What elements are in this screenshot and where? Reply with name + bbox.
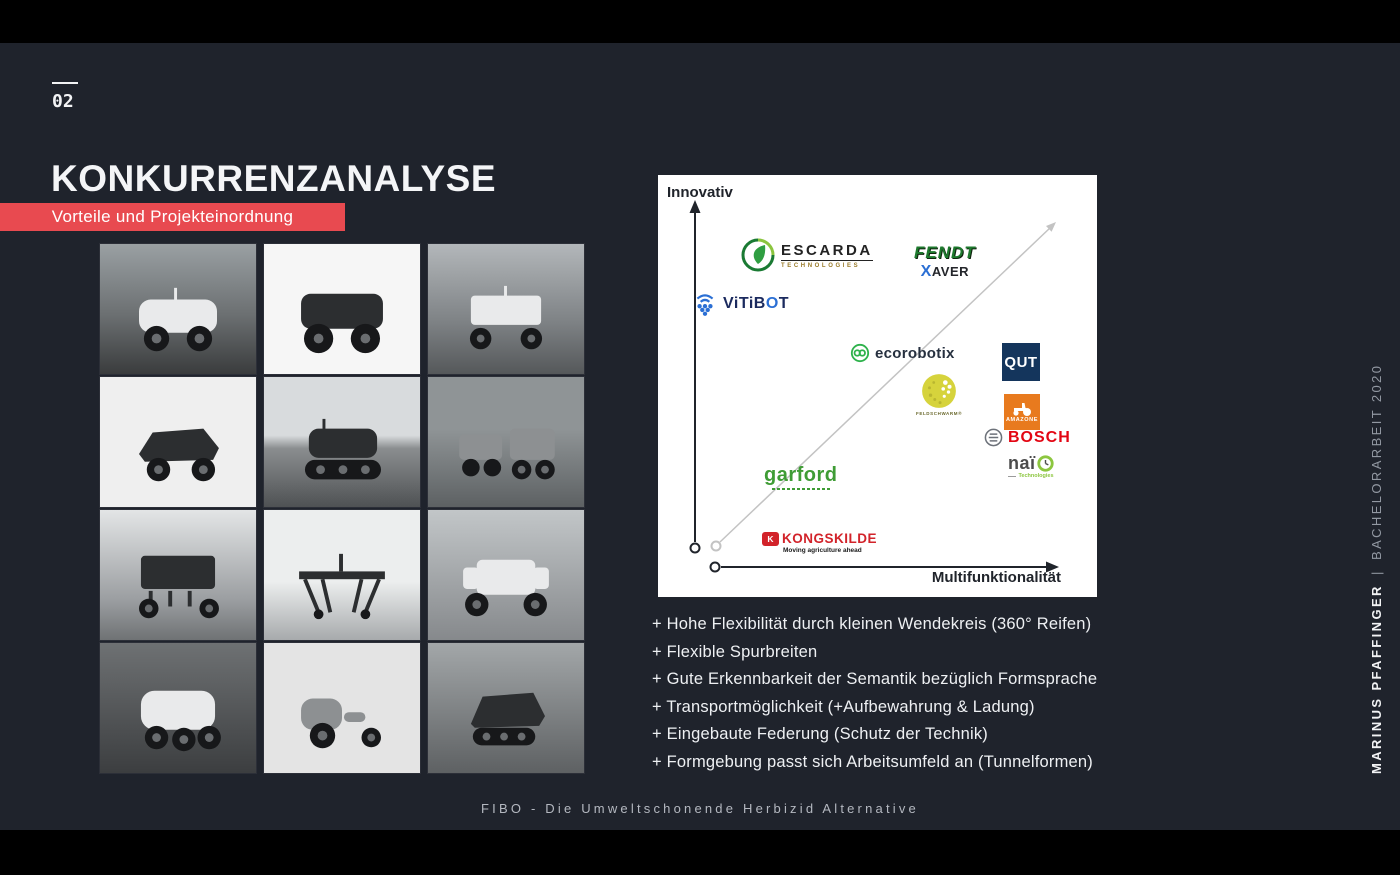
robot-photo-6 [428, 377, 584, 507]
credit-separator: | [1369, 569, 1384, 576]
feldschwarm-swarm-sphere-icon [920, 372, 958, 410]
page-number-block [52, 82, 78, 112]
logo-qut: QUT [1002, 343, 1040, 381]
robot-illustration [283, 282, 401, 360]
robot-photo-12 [428, 643, 584, 773]
x-axis-label: Multifunktionalität [931, 569, 1061, 586]
advantage-item: + Gute Erkennbarkeit der Semantik bezüglich Formsprache [652, 670, 1098, 689]
subtitle-text: Vorteile und Projekteinordnung [51, 207, 294, 226]
logo-feldschwarm: FELDSCHWARM® [916, 372, 962, 416]
logo-kongskilde: K KONGSKILDE Moving agriculture ahead [762, 531, 877, 554]
thesis-label: BACHELORARBEIT 2020 [1369, 364, 1384, 561]
y-axis-label: Innovativ [667, 184, 733, 201]
robot-photo-8 [264, 510, 420, 640]
robot-illustration [119, 681, 237, 759]
author-credit [1369, 362, 1384, 774]
letterbox-top [0, 0, 1400, 43]
trend-origin-dot [712, 542, 721, 551]
robot-photo-9 [428, 510, 584, 640]
positioning-chart [658, 175, 1097, 597]
logo-amazone: AMAZONE [1004, 394, 1040, 430]
naio-underline [1008, 476, 1016, 477]
robot-photo-5 [264, 377, 420, 507]
logo-garford: garford [764, 464, 838, 490]
robot-illustration [119, 415, 237, 493]
tracked-robot-illustration [447, 681, 565, 759]
page-number: 02 [52, 91, 74, 112]
robot-illustration [283, 681, 401, 759]
robot-photo-10 [100, 643, 256, 773]
advantage-item: + Flexible Spurbreiten [652, 642, 818, 661]
robot-photo-gallery [100, 244, 584, 773]
advantage-item: + Eingebaute Federung (Schutz der Technik) [652, 725, 989, 744]
robot-photo-11 [264, 643, 420, 773]
robot-photo-4 [100, 377, 256, 507]
robot-illustration [447, 548, 565, 626]
author-name: MARINUS PFAFFINGER [1369, 584, 1384, 774]
letterbox-bottom [0, 830, 1400, 875]
advantage-list [652, 611, 1097, 777]
robot-illustration [119, 282, 237, 360]
robot-photo-7 [100, 510, 256, 640]
bosch-armature-icon [984, 428, 1003, 447]
advantage-item: + Hohe Flexibilität durch kleinen Wendekreis (360° Reifen) [652, 615, 1092, 633]
page-number-rule [52, 82, 78, 84]
chart-axes [658, 175, 1097, 597]
y-axis-arrowhead-icon [690, 200, 701, 213]
logo-ecorobotix: ecorobotix [850, 343, 955, 363]
garford-tagline-line [772, 488, 830, 490]
subtitle-banner [0, 203, 345, 231]
ecorobotix-loop-icon [850, 343, 870, 363]
y-axis-origin-dot [691, 544, 700, 553]
logo-fendt-xaver: FENDT XAVER [914, 243, 976, 280]
robot-illustration [119, 548, 237, 626]
vitibot-grape-wifi-icon [692, 291, 718, 317]
robot-photo-2 [264, 244, 420, 374]
tracked-robot-illustration [283, 415, 401, 493]
robot-photo-1 [100, 244, 256, 374]
logo-escarda: ESCARDA TECHNOLOGIES [740, 237, 873, 273]
robot-photo-3 [428, 244, 584, 374]
robot-illustration [447, 415, 565, 493]
robot-illustration [447, 282, 565, 360]
kongskilde-k-icon: K [762, 532, 779, 546]
gantry-robot-illustration [283, 548, 401, 626]
naio-clock-o-icon [1037, 455, 1054, 472]
advantage-item: + Formgebung passt sich Arbeitsumfeld an (Tunnelformen) [652, 752, 1093, 771]
trend-arrow-line [720, 227, 1051, 542]
logo-vitibot: ViTiBOT [692, 291, 789, 317]
escarda-leaf-icon [740, 237, 776, 273]
x-axis-origin-dot [711, 563, 720, 572]
logo-bosch: BOSCH [984, 428, 1071, 447]
page-title: KONKURRENZANALYSE [51, 158, 497, 199]
footer-tagline: FIBO - Die Umweltschonende Herbizid Alternative [481, 801, 919, 816]
amazone-rider-icon [1010, 401, 1034, 417]
advantage-item: + Transportmöglichkeit (+Aufbewahrung & Ladung) [652, 697, 1035, 716]
logo-naio: naï Technologies [1008, 453, 1054, 479]
